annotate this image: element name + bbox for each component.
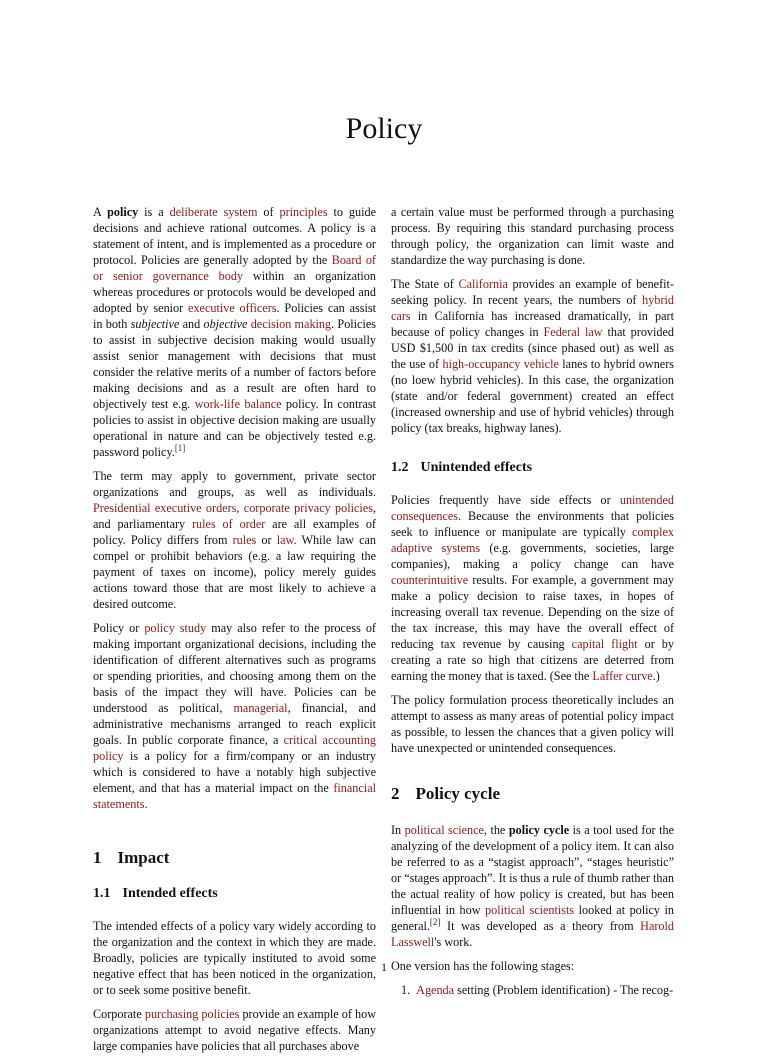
link-deliberate-system[interactable]: deliberate system bbox=[169, 205, 258, 219]
link-executive-officers[interactable]: executive officers bbox=[188, 301, 277, 315]
page-number: 1 bbox=[381, 960, 387, 974]
text: . Policies to assist in subjective decision making would usually assist senior management with decisions that must consider the relative merits of a number of factors before making decisions and as a result are often hard to objectively test e.g. bbox=[93, 317, 377, 411]
subsection-heading-unintended-effects bbox=[391, 460, 674, 476]
text: policy. In contrast policies to assist in objective decision making are usually operational in nature and can be objectively tested e.g. password policy. bbox=[93, 397, 377, 459]
link-corporate-privacy-policies[interactable]: corporate privacy policies bbox=[243, 501, 373, 515]
section-title: Policy cycle bbox=[415, 784, 500, 803]
right-column bbox=[391, 204, 674, 1006]
text: and bbox=[179, 317, 204, 331]
text: lanes to hybrid owners (no loew hybrid vehicles). In this case, the organization (state and/or federal government) created an effect (increased ownership and use of hybrid vehicles) through policy (tax breaks, highway lanes). bbox=[391, 357, 674, 435]
subsection-title: Intended effects bbox=[122, 886, 218, 901]
link-policy-study[interactable]: policy study bbox=[144, 621, 207, 635]
link-counterintuitive[interactable]: counterintuitive bbox=[391, 573, 469, 587]
text: 's work. bbox=[434, 935, 473, 949]
text: A bbox=[93, 205, 108, 219]
text: results. For example, a government may make a policy decision to raise taxes, in hopes of increasing overall tax revenue. Depending on the size of the tax increase, this may have the overall effect of reducing tax revenue by causing bbox=[391, 573, 674, 651]
text: or by creating a rate so high that citizens are deterred from earning the money that is taxed. (See the bbox=[391, 637, 674, 683]
link-principles[interactable]: principles bbox=[279, 205, 328, 219]
link-complex-adaptive-systems[interactable]: complex adaptive systems bbox=[391, 525, 674, 555]
link-agenda[interactable]: Agenda bbox=[416, 983, 455, 997]
link-high-occupancy-vehicle[interactable]: high-occupancy vehicle bbox=[442, 357, 559, 371]
text: . bbox=[144, 797, 148, 811]
text: The term may apply to government, private sector organizations and groups, as well as individuals. bbox=[93, 469, 376, 499]
bold-term: policy bbox=[107, 205, 139, 219]
link-rules-of-order[interactable]: rules of order bbox=[192, 517, 266, 531]
link-capital-flight[interactable]: capital flight bbox=[571, 637, 638, 651]
text: . Because the environments that policies seek to influence or manipulate are typically bbox=[391, 509, 674, 539]
text: looked at policy in general. bbox=[391, 903, 674, 933]
list-number: 1. bbox=[401, 983, 411, 997]
text: to guide decisions and achieve rational outcomes. A policy is a statement of intent, and is implemented as a procedure or protocol. Policies are generally adopted by the bbox=[93, 205, 377, 267]
italic-term: subjective bbox=[130, 317, 180, 331]
link-harold-lasswell[interactable]: Harold Lasswell bbox=[391, 919, 674, 949]
text: , bbox=[236, 501, 244, 515]
text: setting (Problem identification) - The recog- bbox=[454, 983, 674, 997]
link-critical-accounting-policy[interactable]: critical accounting policy bbox=[93, 733, 377, 763]
bold-term: policy cycle bbox=[508, 823, 570, 837]
text: is a tool used for the analyzing of the development of a policy item. It can also be referred to as a “stagist approach”, “stages heuristic” or “stages approach”. It is thus a rule of thumb rather than the actual reality of how policy is created, but has been influential in how bbox=[391, 823, 674, 917]
text: Policies frequently have side effects or bbox=[391, 493, 620, 507]
link-political-scientists[interactable]: political scientists bbox=[485, 903, 575, 917]
text: .) bbox=[652, 669, 660, 683]
subsection-title: Unintended effects bbox=[420, 460, 533, 475]
subsection-heading-intended-effects bbox=[93, 886, 376, 902]
text: (e.g. governments, societies, large companies), making a policy change can have bbox=[391, 541, 674, 571]
paragraph-intended-effects: The intended effects of a policy vary widely according to the organization and the context in which they are made. Broadly, policies are typically instituted to avoid some negative effect that has been noticed in the organization, or to seek some positive benefit. bbox=[93, 919, 376, 997]
paragraph-intro bbox=[93, 204, 376, 460]
text: within an organization whereas procedures or protocols would be developed and adopted by senior bbox=[93, 269, 376, 315]
paragraph-government bbox=[93, 468, 376, 612]
section-title: Impact bbox=[117, 848, 170, 867]
text: in California has increased dramatically, in part because of policy changes in bbox=[391, 309, 674, 339]
text: Policy or bbox=[93, 621, 145, 635]
link-california[interactable]: California bbox=[458, 277, 508, 291]
link-federal-law[interactable]: Federal law bbox=[543, 325, 603, 339]
text: , the bbox=[483, 823, 509, 837]
paragraph-formulation: The policy formulation process theoretically includes an attempt to assess as many areas of potential policy impact as possible, to lessen the chances that a given policy will have unexpected or unintended consequences. bbox=[391, 693, 674, 755]
text: . Policies can assist in both bbox=[93, 301, 376, 331]
text: In bbox=[391, 823, 405, 837]
text: . While law can compel or prohibit behaviors (e.g. a law requiring the payment of taxes on income), policy merely guides actions toward those that are most likely to achieve a desired outcome. bbox=[93, 533, 376, 611]
italic-term: objective bbox=[203, 317, 248, 331]
link-political-science[interactable]: political science bbox=[404, 823, 484, 837]
link-managerial[interactable]: managerial bbox=[233, 701, 288, 715]
link-laffer-curve[interactable]: Laffer curve bbox=[592, 669, 653, 683]
text: It was developed as a theory from bbox=[440, 919, 641, 933]
citation-2[interactable]: [2] bbox=[429, 916, 441, 927]
section-number: 2 bbox=[391, 784, 400, 803]
link-law[interactable]: law bbox=[276, 533, 294, 547]
text: is a policy for a firm/company or an industry which is considered to have a notably high subjective element, and that has a material impact on the bbox=[93, 749, 376, 795]
link-board[interactable]: Board of or senior governance body bbox=[93, 253, 376, 283]
subsection-number: 1.2 bbox=[391, 460, 409, 475]
subsection-number: 1.1 bbox=[93, 886, 111, 901]
text: provide an example of how organizations attempt to avoid negative effects. Many large companies have policies that all purchases above bbox=[93, 1007, 377, 1053]
text: are all examples of policy. Policy differs from bbox=[93, 517, 376, 547]
text: provides an example of benefit-seeking policy. In recent years, the numbers of bbox=[391, 277, 674, 307]
text: , financial, and administrative mechanisms arranged to reach explicit goals. In public corporate finance, a bbox=[93, 701, 376, 747]
link-decision-making[interactable]: decision making bbox=[250, 317, 332, 331]
section-number: 1 bbox=[93, 848, 102, 867]
link-purchasing-policies[interactable]: purchasing policies bbox=[144, 1007, 240, 1021]
text: Corporate bbox=[93, 1007, 145, 1021]
text: or bbox=[256, 533, 277, 547]
paragraph-stages-intro: One version has the following stages: bbox=[391, 959, 575, 973]
list-item-stage-1 bbox=[391, 982, 674, 998]
text: is a bbox=[138, 205, 170, 219]
link-hybrid-cars[interactable]: hybrid cars bbox=[391, 293, 674, 323]
section-heading-impact bbox=[93, 850, 376, 866]
link-presidential-executive-orders[interactable]: Presidential executive orders bbox=[93, 501, 237, 515]
text: of bbox=[257, 205, 280, 219]
paragraph-policy-cycle bbox=[391, 822, 674, 950]
page-title: Policy bbox=[345, 112, 423, 145]
text: The State of bbox=[391, 277, 459, 291]
link-unintended-consequences[interactable]: unintended consequences bbox=[391, 493, 674, 523]
left-column bbox=[93, 204, 376, 1062]
link-financial-statements[interactable]: financial statements bbox=[93, 781, 376, 811]
text: , and parliamentary bbox=[93, 501, 377, 531]
link-work-life-balance[interactable]: work-life balance bbox=[194, 397, 282, 411]
paragraph-unintended bbox=[391, 492, 674, 684]
paragraph-policy-study bbox=[93, 620, 376, 812]
paragraph-purchasing bbox=[93, 1006, 376, 1054]
section-heading-policy-cycle bbox=[391, 786, 674, 802]
link-rules[interactable]: rules bbox=[232, 533, 257, 547]
paragraph-purchasing-cont: a certain value must be performed through a purchasing process. By requiring this standard purchasing process through policy, the organization can limit waste and standardize the way purchasing is done. bbox=[391, 205, 674, 267]
citation-1[interactable]: [1] bbox=[174, 442, 186, 453]
text: may also refer to the process of making important organizational decisions, including the identification of different alternatives such as programs or spending priorities, and choosing among them on the basis of the impact they will have. Policies can be understood as political, bbox=[93, 621, 376, 715]
paragraph-california bbox=[391, 276, 674, 436]
text: that provided USD $1,500 in tax credits (since phased out) as well as the use of bbox=[391, 325, 674, 371]
